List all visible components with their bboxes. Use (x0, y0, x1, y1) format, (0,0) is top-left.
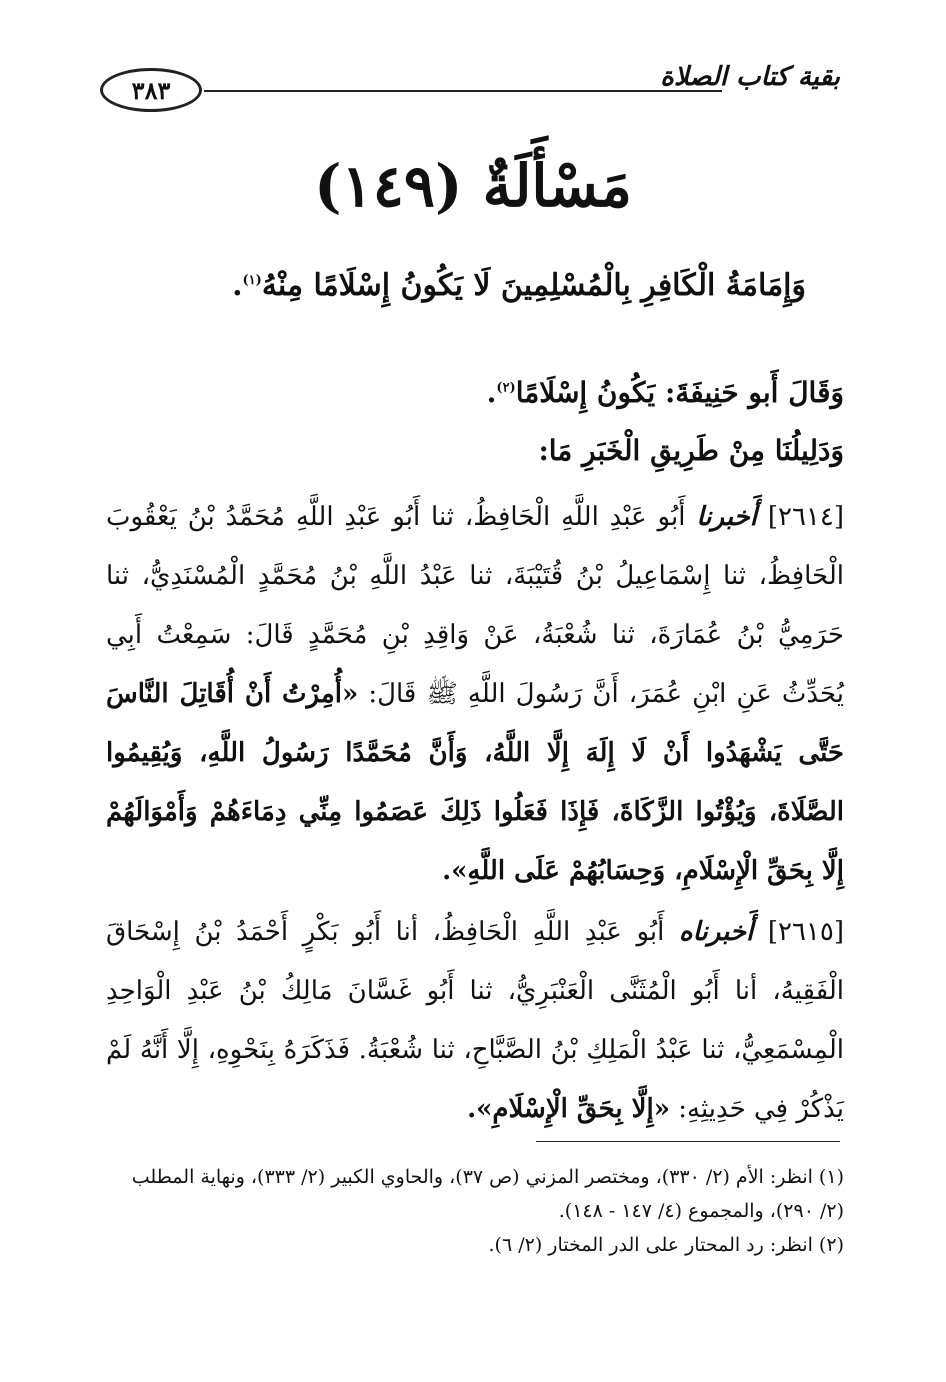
footnote-ref-1: (١) (242, 273, 262, 288)
hadith-2614 (106, 488, 844, 901)
hadith-2615 (106, 903, 844, 1139)
footnote-ref-2: (٢) (496, 380, 516, 396)
footnote-2: (٢) انظر: رد المحتار على الدر المختار (٢/ ٦). (488, 1234, 844, 1256)
hadith-chain: أَبُو عَبْدِ اللَّهِ الْحَافِظُ، أنا أَبُو بَكْرٍ أَحْمَدُ بْنُ إِسْحَاقَ الْفَقِيهُ، أنا أَبُو الْمُثَنَّى الْعَنْبَرِيُّ، ثنا أَبُو غَسَّانَ مَالِكُ بْنُ عَبْدِ الْوَاحِدِ الْمِسْمَعِيُّ، ثنا عَبْدُ الْمَلِكِ بْنُ الصَّبَّاحِ، ثنا شُعْبَةُ. فَذَكَرَهُ بِنَحْوِهِ، إِلَّا أَنَّهُ لَمْ يَذْكُرْ فِي حَدِيثِهِ: (106, 917, 844, 1124)
running-header (100, 62, 840, 122)
footnote-1: (١) انظر: الأم (٢/ ٣٣٠)، ومختصر المزني (ص ٣٧)، والحاوي الكبير (٢/ ٣٣٣)، ونهاية المطلب (٢/ ٢٩٠)، والمجموع (٤/ ١٤٧ - ١٤٨). (131, 1166, 844, 1222)
hadith-quote: «أُمِرْتُ أَنْ أُقَاتِلَ النَّاسَ حَتَّى يَشْهَدُوا أَنْ لَا إِلَهَ إِلَّا اللَّهُ، وَأَنَّ مُحَمَّدًا رَسُولُ اللَّهِ، وَيُقِيمُوا الصَّلَاةَ، وَيُؤْتُوا الزَّكَاةَ، فَإِذَا فَعَلُوا ذَلِكَ عَصَمُوا مِنِّي دِمَاءَهُمْ وَأَمْوَالَهُمْ إِلَّا بِحَقِّ الْإِسْلَامِ، وَحِسَابُهُمْ عَلَى اللَّهِ». (106, 679, 844, 886)
opinion-text: وَقَالَ أَبو حَنِيفَةَ: يَكُونُ إِسْلَامًا (515, 376, 844, 409)
hadith-chain: أَبُو عَبْدِ اللَّهِ الْحَافِظُ، ثنا أَبُو عَبْدِ اللَّهِ مُحَمَّدُ بْنُ يَعْقُوبَ الْحَافِظُ، ثنا إِسْمَاعِيلُ بْنُ قُتَيْبَةَ، ثنا عَبْدُ اللَّهِ بْنُ مُحَمَّدٍ الْمُسْنَدِيُّ، ثنا حَرَمِيُّ بْنُ عُمَارَةَ، ثنا شُعْبَةُ، عَنْ وَاقِدِ بْنِ مُحَمَّدٍ قَالَ: سَمِعْتُ أَبِي يُحَدِّثُ عَنِ ابْنِ عُمَرَ، أَنَّ رَسُولَ اللَّهِ ﷺ قَالَ: (106, 502, 845, 709)
hadith-lead: أَخبرناه (678, 917, 754, 947)
subtitle-text: وَإِمَامَةُ الْكَافِرِ بِالْمُسْلِمِينَ لَا يَكُونُ إِسْلَامًا مِنْهُ (261, 268, 806, 303)
footnote-divider (536, 1141, 840, 1142)
evidence-intro: وَدَلِيلُنَا مِنْ طَرِيقِ الْخَبَرِ مَا: (538, 434, 844, 467)
footnotes (106, 1160, 844, 1262)
issue-subtitle: وَإِمَامَةُ الْكَافِرِ بِالْمُسْلِمِينَ لَا يَكُونُ إِسْلَامًا مِنْهُ$^{(١)}$. (232, 268, 806, 303)
book-title: بقية كتاب الصلاة (660, 62, 840, 92)
hadith-number: [٢٦١٥] (767, 917, 844, 947)
issue-title: مَسْأَلَةٌ (١٤٩) (314, 152, 632, 220)
hadith-lead: أَخبرنا (696, 502, 757, 532)
abu-hanifa-opinion: وَقَالَ أَبو حَنِيفَةَ: يَكُونُ إِسْلَامًا$^{(٢)}$. (486, 376, 844, 409)
hadith-number: [٢٦١٤] (767, 502, 845, 532)
page-number: ٣٨٣ (100, 68, 202, 112)
header-rule (204, 90, 722, 92)
hadith-quote: «إِلَّا بِحَقِّ الْإِسْلَامِ». (467, 1094, 670, 1124)
